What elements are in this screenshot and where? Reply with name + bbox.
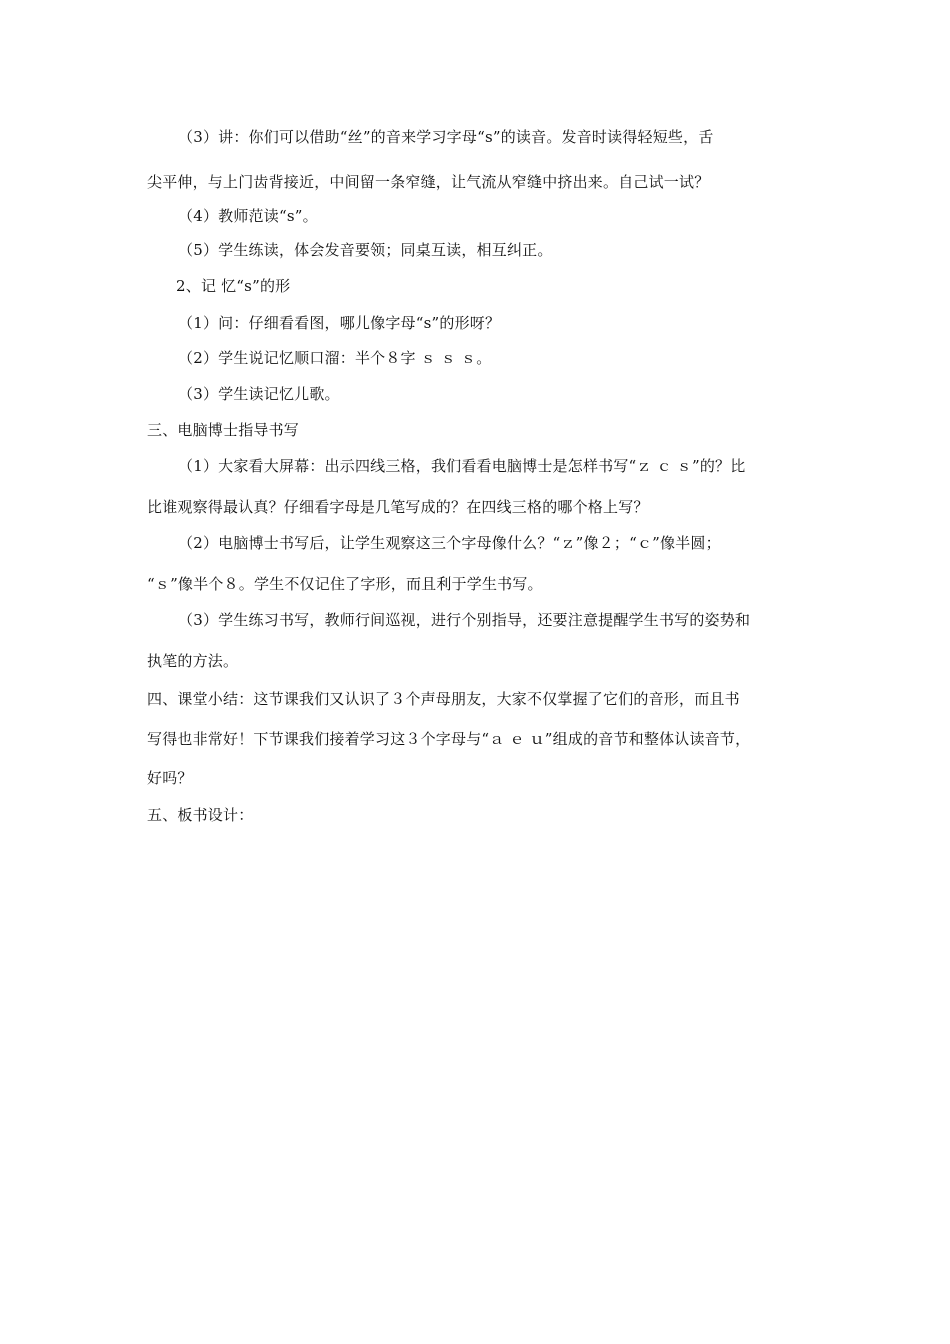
section-heading: 五、板书设计： (147, 806, 254, 824)
paragraph-line: （3）学生练习书写，教师行间巡视，进行个别指导，还要注意提醒学生书写的姿势和 (178, 611, 751, 629)
paragraph-line: （4）教师范读“s”。 (178, 207, 318, 225)
paragraph-line: （5）学生练读，体会发音要领；同桌互读，相互纠正。 (178, 241, 553, 259)
paragraph-line: 执笔的方法。 (147, 652, 239, 670)
section-heading: 三、电脑博士指导书写 (147, 421, 300, 439)
section-heading: 2、记 忆“s”的形 (176, 277, 291, 295)
paragraph-line: 比谁观察得最认真？仔细看字母是几笔写成的？在四线三格的哪个格上写？ (147, 498, 649, 516)
paragraph-line: （1）问：仔细看看图，哪儿像字母“s”的形呀？ (178, 314, 501, 332)
paragraph-line: “ｓ”像半个８。学生不仅记住了字形，而且利于学生书写。 (147, 575, 543, 593)
paragraph-line: 尖平伸，与上门齿背接近，中间留一条窄缝，让气流从窄缝中挤出来。自己试一试？ (147, 173, 710, 191)
paragraph-line: （3）学生读记忆儿歌。 (178, 385, 340, 403)
paragraph-line: （1）大家看大屏幕：出示四线三格，我们看看电脑博士是怎样书写“ｚ ｃ ｓ”的？比 (178, 457, 746, 475)
paragraph-line: 好吗？ (147, 769, 193, 787)
paragraph-line: 写得也非常好！下节课我们接着学习这３个字母与“ａ ｅ ｕ”组成的音节和整体认读音节， (147, 730, 751, 748)
paragraph-line: （2）电脑博士书写后，让学生观察这三个字母像什么？“ｚ”像２；“ｃ”像半圆； (178, 534, 721, 552)
paragraph-line: （3）讲：你们可以借助“丝”的音来学习字母“s”的读音。发音时读得轻短些，舌 (178, 128, 714, 146)
paragraph-line: （2）学生说记忆顺口溜：半个８字 ｓ ｓ ｓ。 (178, 349, 492, 367)
section-heading: 四、课堂小结：这节课我们又认识了３个声母朋友，大家不仅掌握了它们的音形，而且书 (147, 690, 740, 708)
